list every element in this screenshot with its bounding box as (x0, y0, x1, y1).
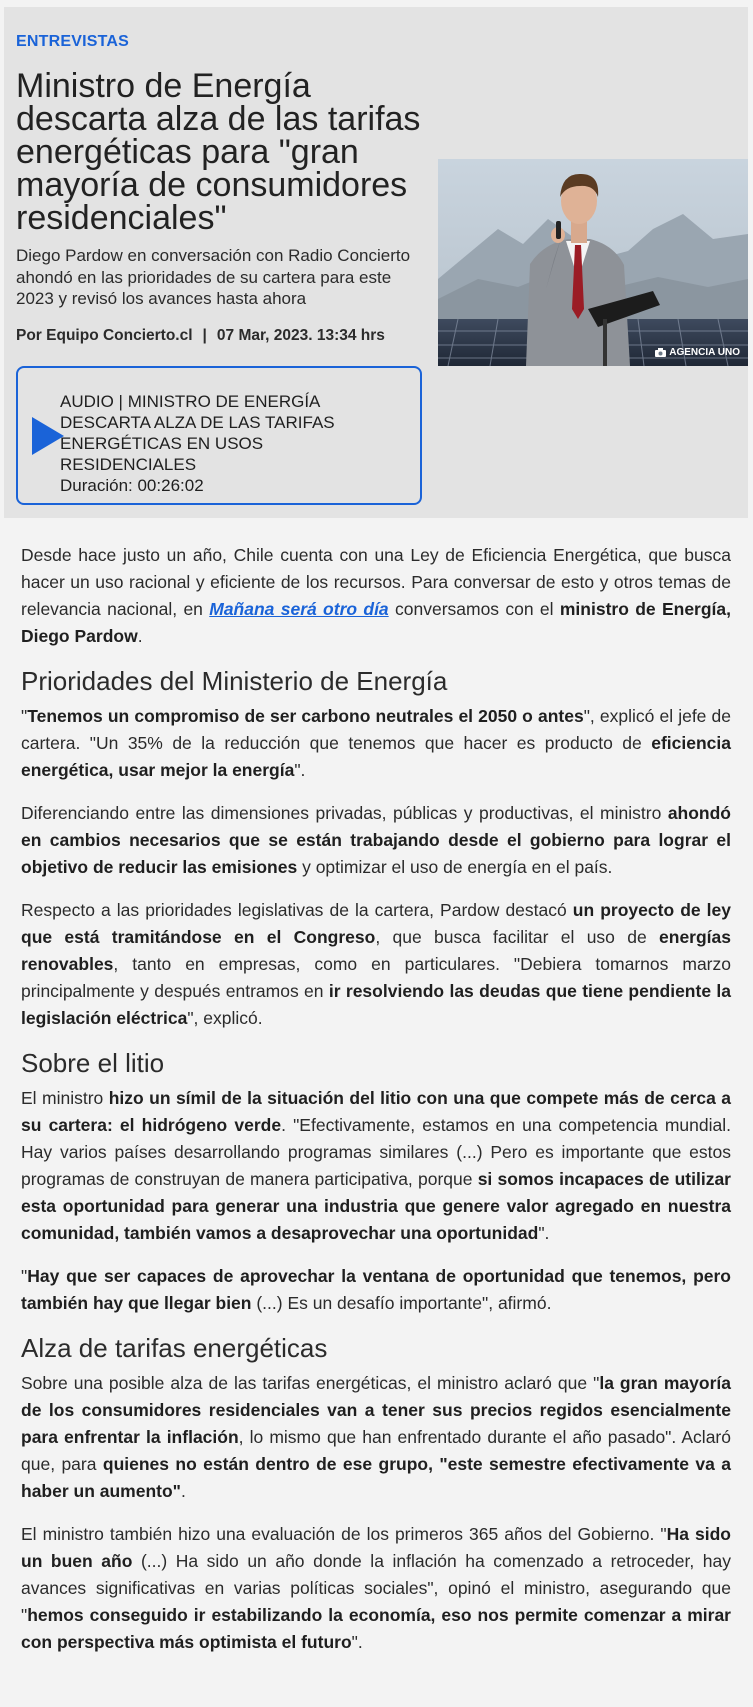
article-photo (438, 159, 748, 366)
article-body (21, 542, 731, 1672)
photo-credit-text: AGENCIA UNO (669, 347, 740, 358)
paragraph: El ministro hizo un símil de la situación del litio con una que compete más de cerca a su cartera: el hidrógeno verde. "Efectivamente, estamos en una competencia mundial. Hay varios países desarrollando programas similares (...) Pero es importante que estos programas de construyan de manera participativa, porque si somos incapaces de utilizar esta oportunidad para generar una industria que genere valor agregado en nuestra comunidad, también vamos a desaprovechar una oportunidad". (21, 1088, 731, 1243)
article-header (4, 7, 748, 518)
paragraph: Respecto a las prioridades legislativas de la cartera, Pardow destacó un proyecto de ley que está tramitándose en el Congreso, que busca facilitar el uso de energías renovables, tanto en empresas, como en particulares. "Debiera tomarnos marzo principalmente y después entramos en ir resolviendo las deudas que tiene pendiente la legislación eléctrica", explicó. (21, 900, 732, 1028)
audio-title: AUDIO | MINISTRO DE ENERGÍA DESCARTA ALZA DE LAS TARIFAS ENERGÉTICAS EN USOS RESIDENCIALES (60, 392, 335, 474)
photo-credit (655, 347, 740, 358)
paragraph: El ministro también hizo una evaluación de los primeros 365 años del Gobierno. "Ha sido un buen año (...) Ha sido un año donde la inflación ha comenzado a retroceder, hay avances significativas en varias políticas sociales", opinó el ministro, asegurando que "hemos conseguido ir estabilizando la economía, eso nos permite comenzar a mirar con perspectiva más optimista el futuro". (21, 1524, 731, 1652)
byline-separator: | (202, 327, 207, 344)
paragraph: Desde hace justo un año, Chile cuenta con una Ley de Eficiencia Energética, que busca hacer un uso racional y eficiente de los recursos. Para conversar de esto y otros temas de relevancia nacional, en Mañana será otro día conversamos con el ministro de Energía, Diego Pardow. (21, 545, 732, 646)
paragraph: Sobre una posible alza de las tarifas energéticas, el ministro aclaró que "la gran mayoría de los consumidores residenciales van a tener sus precios regidos esencialmente para enfrentar la inflación, lo mismo que han enfrentado durante el año pasado". Aclaró que, para quienes no están dentro de ese grupo, "este semestre efectivamente va a haber un aumento". (21, 1373, 731, 1501)
audio-info (60, 391, 390, 496)
publish-date: 07 Mar, 2023. 13:34 hrs (216, 327, 385, 344)
program-link[interactable]: Mañana será otro día (209, 599, 389, 619)
paragraph: "Tenemos un compromiso de ser carbono neutrales el 2050 o antes", explicó el jefe de cartera. "Un 35% de la reducción que tenemos que hacer es producto de eficiencia energética, usar mejor la energía". (21, 706, 731, 780)
category-label[interactable]: ENTREVISTAS (16, 33, 130, 50)
paragraph: Diferenciando entre las dimensiones privadas, públicas y productivas, el ministro ahondó en cambios necesarios que se están trabajando desde el gobierno para lograr el objetivo de reducir las emisiones y optimizar el uso de energía en el país. (21, 803, 731, 877)
article-title: Ministro de Energía descarta alza de las tarifas energéticas para "gran mayoría de consumidores residenciales" (16, 67, 421, 237)
byline (16, 327, 385, 345)
paragraph: "Hay que ser capaces de aprovechar la ventana de oportunidad que tenemos, pero también hay que llegar bien (...) Es un desafío importante", afirmó. (21, 1266, 731, 1313)
article-subtitle: Diego Pardow en conversación con Radio Concierto ahondó en las prioridades de su cartera para este 2023 y revisó los avances hasta ahora (16, 246, 411, 308)
minister-photo-illustration (438, 159, 748, 366)
author: Por Equipo Concierto.cl (16, 327, 193, 344)
camera-icon (655, 348, 666, 357)
audio-player[interactable] (16, 366, 422, 505)
section-heading: Sobre el litio (21, 1048, 165, 1078)
audio-duration: Duración: 00:26:02 (60, 476, 204, 495)
section-heading: Prioridades del Ministerio de Energía (21, 666, 448, 696)
section-heading: Alza de tarifas energéticas (21, 1333, 328, 1363)
